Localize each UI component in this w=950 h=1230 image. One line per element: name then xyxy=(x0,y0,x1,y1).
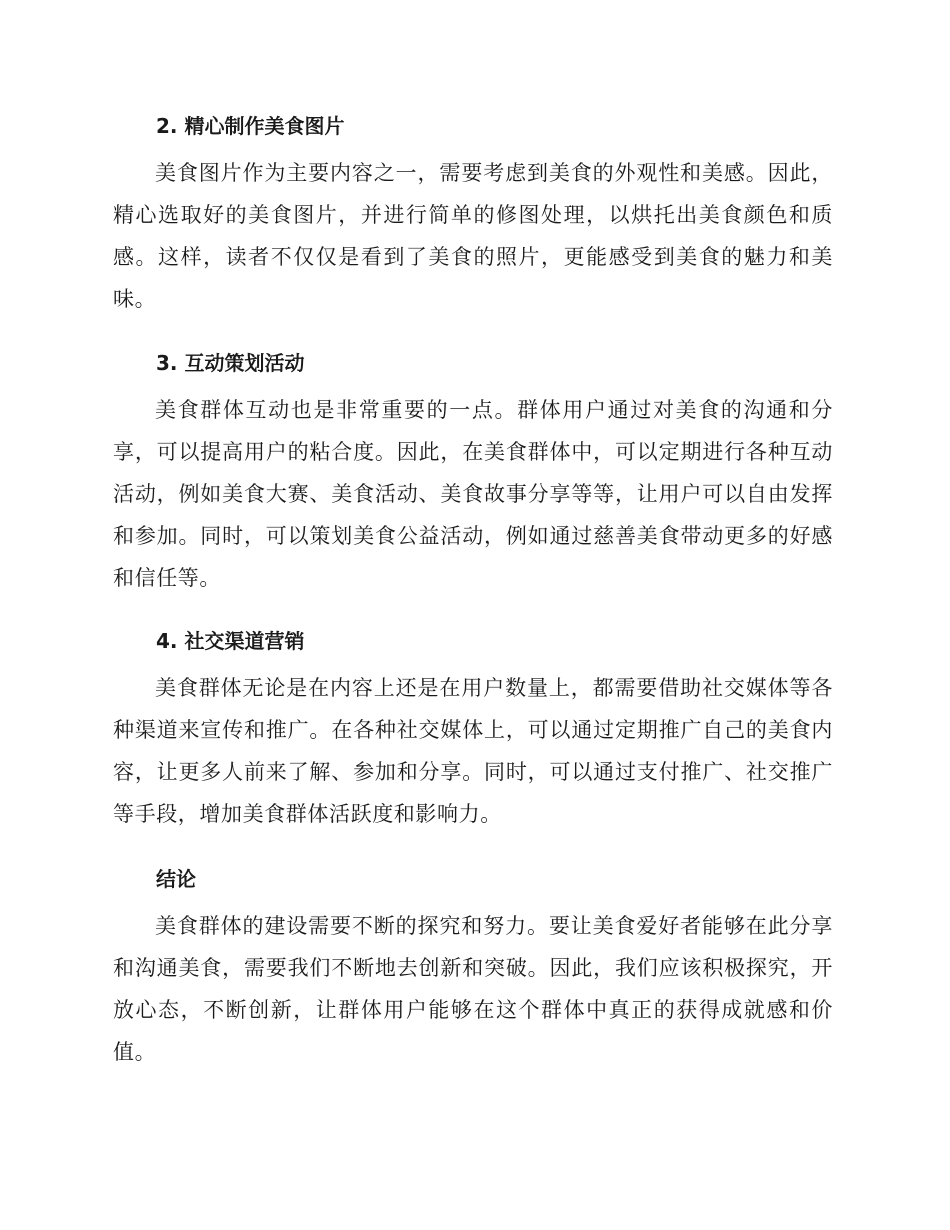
section-heading: 2. 精心制作美食图片 xyxy=(156,114,345,138)
section-paragraph: 美食图片作为主要内容之一，需要考虑到美食的外观性和美感。因此，精心选取好的美食图片，并进行简单的修图处理，以烘托出美食颜色和质感。这样，读者不仅仅是看到了美食的照片，更能感受到美食的魅力和美味。 xyxy=(113,161,833,311)
section-paragraph: 美食群体的建设需要不断的探究和努力。要让美食爱好者能够在此分享和沟通美食，需要我们不断地去创新和突破。因此，我们应该积极探究，开放心态，不断创新，让群体用户能够在这个群体中真正的获得成就感和价值。 xyxy=(113,914,833,1064)
section-food-photos xyxy=(113,112,833,320)
section-heading: 3. 互动策划活动 xyxy=(156,351,305,375)
section-social-marketing xyxy=(113,627,833,835)
section-conclusion xyxy=(113,865,833,1073)
section-paragraph: 美食群体无论是在内容上还是在用户数量上，都需要借助社交媒体等各种渠道来宣传和推广。在各种社交媒体上，可以通过定期推广自己的美食内容，让更多人前来了解、参加和分享。同时，可以通过支付推广、社交推广等手段，增加美食群体活跃度和影响力。 xyxy=(113,676,833,826)
section-interactive-activities xyxy=(113,349,833,599)
section-heading: 4. 社交渠道营销 xyxy=(156,629,305,653)
section-paragraph: 美食群体互动也是非常重要的一点。群体用户通过对美食的沟通和分享，可以提高用户的粘合度。因此，在美食群体中，可以定期进行各种互动活动，例如美食大赛、美食活动、美食故事分享等等，让用户可以自由发挥和参加。同时，可以策划美食公益活动，例如通过慈善美食带动更多的好感和信任等。 xyxy=(113,398,833,590)
section-heading: 结论 xyxy=(156,867,196,891)
